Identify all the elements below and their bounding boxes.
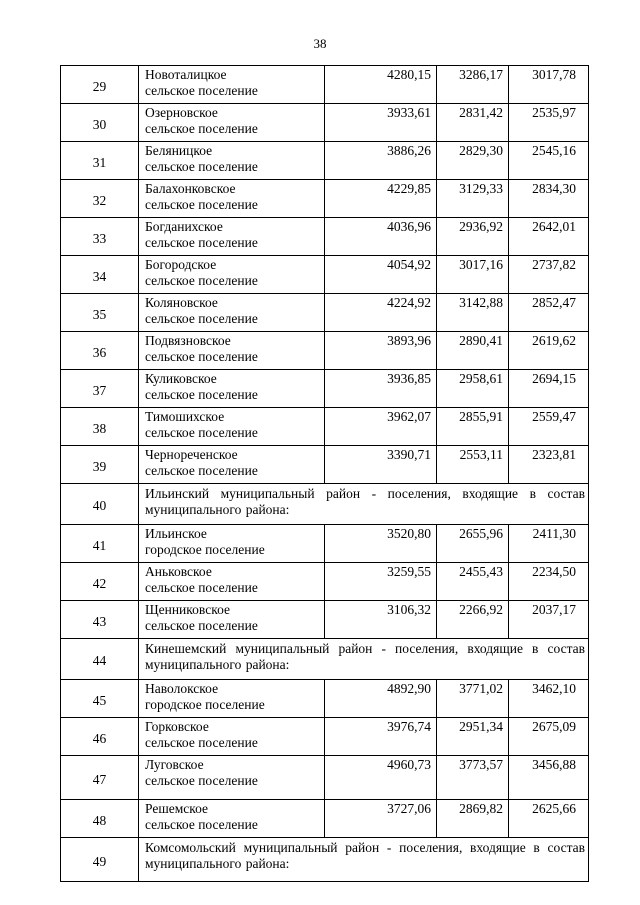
value-v1: 4036,96: [325, 218, 437, 256]
value-v1: 3933,61: [325, 104, 437, 142]
value-v2: 2829,30: [437, 142, 509, 180]
row-number: 38: [61, 408, 139, 446]
value-v3: 2642,01: [509, 218, 589, 256]
table-row: [61, 332, 589, 370]
row-number: 46: [61, 718, 139, 756]
settlement-name: [139, 800, 325, 838]
settlement-name-line1: Горковское: [145, 719, 209, 734]
table-row: [61, 180, 589, 218]
settlement-name: [139, 563, 325, 601]
settlement-name-line1: Богородское: [145, 257, 217, 272]
section-row: [61, 838, 589, 882]
value-v2: 3771,02: [437, 680, 509, 718]
value-v3: 2411,30: [509, 525, 589, 563]
table-row: [61, 218, 589, 256]
value-v3: 3456,88: [509, 756, 589, 800]
value-v3: 2737,82: [509, 256, 589, 294]
table-row: [61, 66, 589, 104]
value-v3: 2625,66: [509, 800, 589, 838]
table-row: [61, 718, 589, 756]
value-v2: 2266,92: [437, 601, 509, 639]
value-v3: 2619,62: [509, 332, 589, 370]
value-v1: 3962,07: [325, 408, 437, 446]
value-v1: 3886,26: [325, 142, 437, 180]
settlements-table: [60, 65, 589, 882]
row-number: 36: [61, 332, 139, 370]
section-heading: Кинешемский муниципальный район - поселения, входящие в состав муниципального района:: [139, 639, 589, 680]
settlement-name-line1: Щенниковское: [145, 602, 230, 617]
settlement-name-line1: Озерновское: [145, 105, 218, 120]
value-v1: 4224,92: [325, 294, 437, 332]
table-row: [61, 256, 589, 294]
row-number: 37: [61, 370, 139, 408]
value-v3: 3462,10: [509, 680, 589, 718]
value-v1: 3390,71: [325, 446, 437, 484]
settlement-name-line1: Ильинское: [145, 526, 207, 541]
value-v1: 3727,06: [325, 800, 437, 838]
section-row: [61, 484, 589, 525]
row-number: 41: [61, 525, 139, 563]
value-v3: 2323,81: [509, 446, 589, 484]
settlement-name: [139, 680, 325, 718]
settlement-name-line1: Тимошихское: [145, 409, 225, 424]
settlement-name: [139, 66, 325, 104]
settlement-name-line1: Богданихское: [145, 219, 223, 234]
row-number: 49: [61, 838, 139, 882]
value-v3: 3017,78: [509, 66, 589, 104]
value-v1: 3976,74: [325, 718, 437, 756]
table-row: [61, 800, 589, 838]
settlement-name: [139, 525, 325, 563]
row-number: 44: [61, 639, 139, 680]
settlement-type-line2: сельское поселение: [145, 121, 258, 136]
value-v3: 2037,17: [509, 601, 589, 639]
settlement-name: [139, 756, 325, 800]
settlement-type-line2: сельское поселение: [145, 817, 258, 832]
row-number: 30: [61, 104, 139, 142]
settlement-name: [139, 601, 325, 639]
row-number: 45: [61, 680, 139, 718]
table-row: [61, 563, 589, 601]
value-v2: 2655,96: [437, 525, 509, 563]
settlement-name-line1: Наволокское: [145, 681, 219, 696]
settlement-type-line2: сельское поселение: [145, 83, 258, 98]
settlement-name-line1: Аньковское: [145, 564, 212, 579]
settlement-name-line1: Балахонковское: [145, 181, 236, 196]
settlement-type-line2: сельское поселение: [145, 159, 258, 174]
value-v3: 2535,97: [509, 104, 589, 142]
settlement-type-line2: городское поселение: [145, 542, 265, 557]
settlement-name: [139, 332, 325, 370]
value-v1: 4892,90: [325, 680, 437, 718]
row-number: 34: [61, 256, 139, 294]
value-v2: 3017,16: [437, 256, 509, 294]
settlement-name: [139, 294, 325, 332]
value-v2: 2553,11: [437, 446, 509, 484]
row-number: 29: [61, 66, 139, 104]
settlement-type-line2: сельское поселение: [145, 735, 258, 750]
table-row: [61, 601, 589, 639]
row-number: 35: [61, 294, 139, 332]
row-number: 43: [61, 601, 139, 639]
settlement-type-line2: сельское поселение: [145, 311, 258, 326]
row-number: 31: [61, 142, 139, 180]
settlement-name-line1: Новоталицкое: [145, 67, 227, 82]
value-v2: 3142,88: [437, 294, 509, 332]
table-row: [61, 370, 589, 408]
table-row: [61, 104, 589, 142]
value-v2: 2890,41: [437, 332, 509, 370]
table-row: [61, 294, 589, 332]
table-row: [61, 680, 589, 718]
value-v3: 2694,15: [509, 370, 589, 408]
settlement-name: [139, 408, 325, 446]
value-v1: 3936,85: [325, 370, 437, 408]
value-v2: 2831,42: [437, 104, 509, 142]
settlement-name: [139, 718, 325, 756]
value-v2: 2855,91: [437, 408, 509, 446]
value-v2: 2455,43: [437, 563, 509, 601]
settlement-type-line2: сельское поселение: [145, 580, 258, 595]
settlement-type-line2: сельское поселение: [145, 463, 258, 478]
settlement-type-line2: сельское поселение: [145, 197, 258, 212]
value-v1: 4280,15: [325, 66, 437, 104]
settlement-type-line2: сельское поселение: [145, 618, 258, 633]
value-v3: 2852,47: [509, 294, 589, 332]
value-v2: 3773,57: [437, 756, 509, 800]
table-body: [61, 66, 589, 882]
row-number: 33: [61, 218, 139, 256]
settlement-name: [139, 370, 325, 408]
settlement-name-line1: Куликовское: [145, 371, 217, 386]
settlement-name-line1: Решемское: [145, 801, 209, 816]
row-number: 32: [61, 180, 139, 218]
value-v2: 2951,34: [437, 718, 509, 756]
settlement-type-line2: городское поселение: [145, 697, 265, 712]
settlement-name-line1: Чернореченское: [145, 447, 238, 462]
settlement-type-line2: сельское поселение: [145, 773, 258, 788]
row-number: 42: [61, 563, 139, 601]
settlement-type-line2: сельское поселение: [145, 425, 258, 440]
value-v1: 3520,80: [325, 525, 437, 563]
value-v1: 4960,73: [325, 756, 437, 800]
settlement-name: [139, 142, 325, 180]
row-number: 48: [61, 800, 139, 838]
settlement-name: [139, 104, 325, 142]
table-row: [61, 756, 589, 800]
table-row: [61, 408, 589, 446]
row-number: 47: [61, 756, 139, 800]
settlement-name: [139, 180, 325, 218]
table-row: [61, 142, 589, 180]
value-v1: 3259,55: [325, 563, 437, 601]
section-row: [61, 639, 589, 680]
settlement-name-line1: Коляновское: [145, 295, 218, 310]
value-v3: 2834,30: [509, 180, 589, 218]
table-row: [61, 525, 589, 563]
value-v2: 3129,33: [437, 180, 509, 218]
settlement-type-line2: сельское поселение: [145, 273, 258, 288]
settlement-type-line2: сельское поселение: [145, 349, 258, 364]
value-v1: 4054,92: [325, 256, 437, 294]
settlement-name: [139, 446, 325, 484]
settlement-name-line1: Подвязновское: [145, 333, 231, 348]
row-number: 40: [61, 484, 139, 525]
settlement-type-line2: сельское поселение: [145, 235, 258, 250]
table-row: [61, 446, 589, 484]
value-v1: 4229,85: [325, 180, 437, 218]
value-v2: 2869,82: [437, 800, 509, 838]
value-v3: 2559,47: [509, 408, 589, 446]
value-v1: 3106,32: [325, 601, 437, 639]
value-v1: 3893,96: [325, 332, 437, 370]
settlement-name-line1: Беляницкое: [145, 143, 213, 158]
value-v3: 2545,16: [509, 142, 589, 180]
settlement-type-line2: сельское поселение: [145, 387, 258, 402]
value-v3: 2234,50: [509, 563, 589, 601]
value-v3: 2675,09: [509, 718, 589, 756]
section-heading: Ильинский муниципальный район - поселения, входящие в состав муниципального района:: [139, 484, 589, 525]
value-v2: 2958,61: [437, 370, 509, 408]
page-number: 38: [313, 36, 327, 51]
value-v2: 2936,92: [437, 218, 509, 256]
settlement-name-line1: Луговское: [145, 757, 204, 772]
settlement-name: [139, 218, 325, 256]
section-heading: Комсомольский муниципальный район - поселения, входящие в состав муниципального района:: [139, 838, 589, 882]
row-number: 39: [61, 446, 139, 484]
value-v2: 3286,17: [437, 66, 509, 104]
settlement-name: [139, 256, 325, 294]
